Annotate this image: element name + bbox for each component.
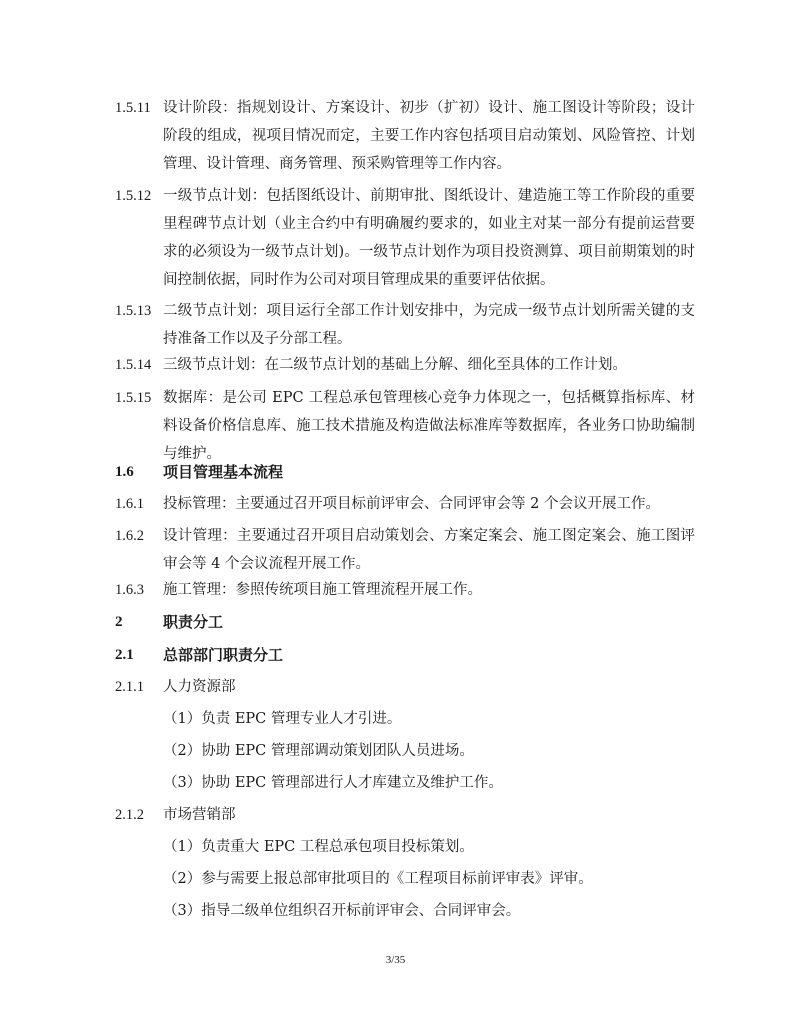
section-1-6-3	[115, 576, 695, 604]
heading-number: 2.1	[115, 647, 134, 663]
heading-number: 2	[115, 614, 123, 630]
section-1-6-2	[115, 522, 695, 578]
section-1-5-15	[115, 384, 695, 468]
section-number: 1.5.15	[115, 390, 152, 406]
list-item: （2）协助 EPC 管理部调动策划团队人员进场。	[163, 743, 474, 759]
section-1-5-13	[115, 297, 695, 353]
section-text: 设计管理：主要通过召开项目启动策划会、方案定案会、施工图定案会、施工图评审会等 4 个会议流程开展工作。	[163, 528, 695, 572]
section-text: 市场营销部	[163, 807, 236, 823]
list-item: （3）指导二级单位组织召开标前评审会、合同评审会。	[163, 903, 521, 919]
list-item: （1）负责重大 EPC 工程总承包项目投标策划。	[163, 839, 474, 855]
section-number: 1.6.1	[115, 496, 144, 512]
section-number: 1.5.11	[115, 100, 151, 116]
section-text: 一级节点计划：包括图纸设计、前期审批、图纸设计、建造施工等工作阶段的重要里程碑节点计划（业主合约中有明确履约要求的，如业主对某一部分有提前运营要求的必须设为一级节点计划)。一级节点计划作为项目投资测算、项目前期策划的时间控制依据，同时作为公司对项目管理成果的重要评估依据。	[163, 188, 695, 288]
section-number: 1.5.13	[115, 303, 152, 319]
section-text: 施工管理：参照传统项目施工管理流程开展工作。	[163, 582, 482, 598]
section-text: 设计阶段：指规划设计、方案设计、初步（扩初）设计、施工图设计等阶段；设计阶段的组成，视项目情况而定，主要工作内容包括项目启动策划、风险管控、计划管理、设计管理、商务管理、预采购管理等工作内容。	[163, 100, 695, 172]
section-number: 1.5.14	[115, 357, 152, 373]
list-item: （3）协助 EPC 管理部进行人才库建立及维护工作。	[163, 775, 503, 791]
section-2-1-2	[115, 801, 695, 829]
section-number: 1.6.3	[115, 582, 144, 598]
heading-2-1	[115, 641, 695, 669]
page-number: 3/35	[385, 954, 406, 966]
heading-number: 1.6	[115, 464, 134, 480]
section-text: 二级节点计划：项目运行全部工作计划安排中，为完成一级节点计划所需关键的支持准备工作以及子分部工程。	[163, 303, 695, 347]
heading-2	[115, 608, 695, 636]
section-text: 人力资源部	[163, 679, 236, 695]
section-text: 数据库：是公司 EPC 工程总承包管理核心竞争力体现之一，包括概算指标库、材料设备价格信息库、施工技术措施及构造做法标准库等数据库，各业务口协助编制与维护。	[163, 390, 695, 462]
section-1-5-11	[115, 94, 695, 178]
section-text: 三级节点计划：在二级节点计划的基础上分解、细化至具体的工作计划。	[163, 357, 627, 373]
section-2-1-1	[115, 673, 695, 701]
section-number: 1.5.12	[115, 188, 152, 204]
heading-text: 职责分工	[163, 613, 224, 631]
section-number: 2.1.1	[115, 679, 144, 695]
section-number: 1.6.2	[115, 528, 144, 544]
heading-text: 总部部门职责分工	[163, 646, 284, 664]
list-item: （2）参与需要上报总部审批项目的《工程项目标前评审表》评审。	[163, 871, 593, 887]
section-1-5-12	[115, 182, 695, 294]
heading-text: 项目管理基本流程	[163, 463, 284, 481]
section-1-6-1	[115, 490, 695, 518]
section-1-5-14	[115, 351, 695, 379]
section-number: 2.1.2	[115, 807, 144, 823]
section-text: 投标管理：主要通过召开项目标前评审会、合同评审会等 2 个会议开展工作。	[163, 496, 660, 512]
list-item: （1）负责 EPC 管理专业人才引进。	[163, 711, 402, 727]
heading-1-6	[115, 458, 695, 486]
